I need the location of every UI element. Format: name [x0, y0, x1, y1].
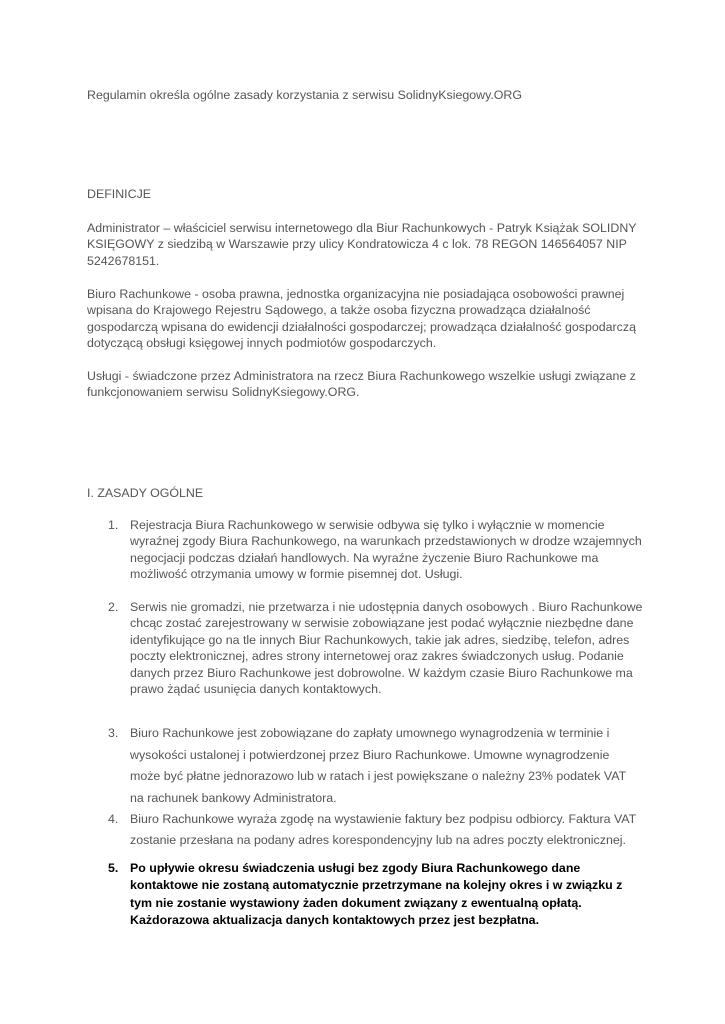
list-item-text: Po upływie okresu świadczenia usługi bez zgody Biura Rachunkowego dane kontaktowe nie zostaną automatycznie przetrzymane na kolejny okres i w związku z tym nie zostanie wystawiony żaden dokument związany z ewentualną opłatą. Każdorazowa aktualizacja danych kontaktowych przez jest bezpłatna. [130, 861, 623, 927]
definition-administrator: Administrator – właściciel serwisu internetowego dla Biur Rachunkowych - Patryk Książak SOLIDNY KSIĘGOWY z siedzibą w Warszawie przy ulicy Kondratowicza 4 c lok. 78 REGON 146564057 NIP 5242678151. [87, 221, 637, 268]
list-item-number: 4. [108, 812, 119, 826]
section-1-heading: I. ZASADY OGÓLNE [87, 486, 204, 500]
definitions-heading: DEFINICJE [87, 187, 152, 201]
list-item [108, 517, 643, 583]
list-item-number: 5. [108, 861, 119, 875]
list-item-number: 1. [108, 518, 119, 532]
list-item-text: Serwis nie gromadzi, nie przetwarza i nie udostępnia danych osobowych . Biuro Rachunkowe chcąc zostać zarejestrowany w serwisie zobowiązane jest podać wyłącznie niezbędne dane identyfikujące go na tle innych Biur Rachunkowych, takie jak adres, siedzibę, telefon, adres poczty elektronicznej, adres strony internetowej oraz zakres świadczonych usług. Podanie danych przez Biuro Rachunkowe jest dobrowolne. W każdym czasie Biuro Rachunkowe ma prawo żądać usunięcia danych kontaktowych. [130, 600, 643, 697]
definition-uslugi: Usługi - świadczone przez Administratora na rzecz Biura Rachunkowego wszelkie usługi związane z funkcjonowaniem serwisu SolidnyKsiegowy.ORG. [87, 369, 636, 400]
list-item [108, 860, 643, 929]
list-item-text: Biuro Rachunkowe wyraża zgodę na wystawienie faktury bez podpisu odbiorcy. Faktura VAT zostanie przesłana na podany adres korespondencyjny lub na adres poczty elektronicznej. [130, 812, 636, 847]
list-item-text: Biuro Rachunkowe jest zobowiązane do zapłaty umownego wynagrodzenia w terminie i wysokości ustalonej i potwierdzonej przez Biuro Rachunkowe. Umowne wynagrodzenie może być płatne jednorazowo lub w ratach i jest powiększane o należny 23% podatek VAT na rachunek bankowy Administratora. [130, 726, 626, 805]
list-item-number: 2. [108, 600, 119, 614]
list-item [108, 599, 643, 697]
definition-biuro-rachunkowe: Biuro Rachunkowe - osoba prawna, jednostka organizacyjna nie posiadająca osobowości prawnej wpisana do Krajowego Rejestru Sądowego, a także osoba fizyczna prowadząca działalność gospodarczą wpisana do ewidencji działalności gospodarczej; prowadząca działalność gospodarczą dotyczącą obsługi księgowej innych podmiotów gospodarczych. [87, 287, 636, 351]
list-item-number: 3. [108, 726, 119, 740]
list-item-text: Rejestracja Biura Rachunkowego w serwisie odbywa się tylko i wyłącznie w momencie wyraźnej zgody Biura Rachunkowego, na warunkach przedstawionych w drodze wzajemnych negocjacji podczas działań handlowych. Na wyraźne życzenie Biuro Rachunkowe ma możliwość otrzymania umowy w formie pisemnej dot. Usługi. [130, 518, 642, 582]
intro-paragraph: Regulamin określa ogólne zasady korzystania z serwisu SolidnyKsiegowy.ORG [87, 88, 523, 102]
list-item [108, 809, 643, 850]
list-item [108, 723, 643, 809]
